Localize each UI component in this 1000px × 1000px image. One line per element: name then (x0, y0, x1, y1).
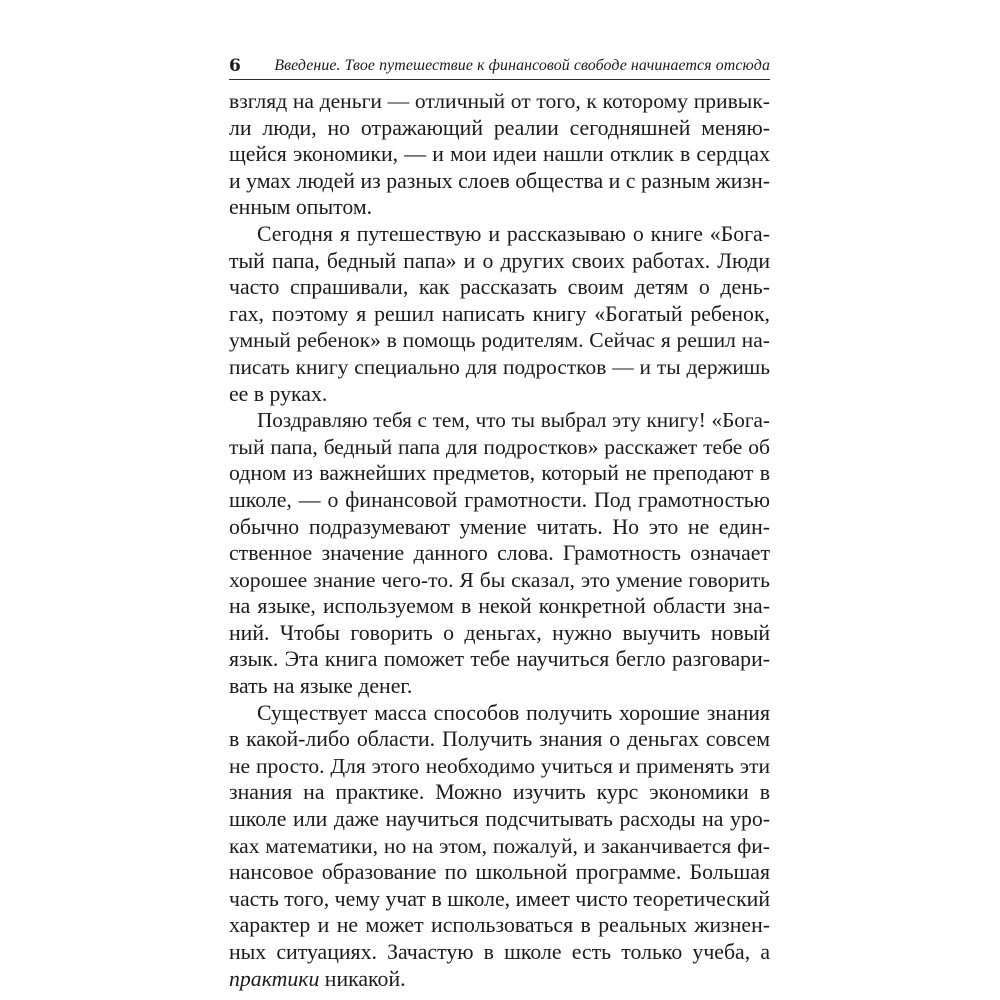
text-line: писать книгу специально для подростков — и ты держишь (229, 354, 770, 379)
text-line: не просто. Для этого необходимо учиться и применять эти (229, 753, 770, 778)
text-line: ках математики, но на этом, пожалуй, и заканчивается фи- (229, 833, 770, 858)
body-text (229, 88, 770, 992)
text-line: нансовое образование по школьной программе. Большая (229, 860, 770, 885)
final-line-rest: никакой. (319, 966, 406, 991)
text-line-final (229, 966, 770, 993)
text-line: ее в руках. (229, 381, 328, 406)
page-number: 6 (229, 56, 241, 76)
text-line: тый папа, бедный папа» и о других своих работах. Люди (229, 248, 770, 273)
text-line: язык. Эта книга поможет тебе научиться бегло разговари- (229, 647, 770, 672)
text-line: взгляд на деньги — отличный от того, к которому привык- (229, 89, 770, 113)
text-line: тый папа, бедный папа для подростков» расскажет тебе об (229, 434, 770, 459)
text-line: ли люди, но отражающий реалии сегодняшней меняю- (229, 115, 770, 140)
text-line: на языке, используемом в некой конкретной области зна- (229, 594, 770, 619)
text-line: вать на языке денег. (229, 674, 413, 699)
text-line: ний. Чтобы говорить о деньгах, нужно выучить новый (229, 620, 770, 645)
text-line: в какой-либо области. Получить знания о деньгах совсем (229, 727, 770, 752)
emphasized-word: практики (229, 966, 320, 991)
paragraph-4 (229, 700, 770, 993)
paragraph-3 (229, 407, 770, 700)
header-rule (229, 79, 770, 80)
text-line: Существует масса способов получить хорошие знания (257, 700, 770, 725)
text-line: характер и не может использоваться в реальных жизнен- (229, 913, 770, 938)
text-line: и умах людей из разных слоев общества и с разным жизн- (229, 168, 770, 193)
text-line: одном из важнейших предметов, который не преподают в (229, 461, 770, 486)
text-line: Поздравляю тебя с тем, что ты выбрал эту книгу! «Бога- (257, 408, 770, 433)
text-line: часто спрашивали, как рассказать своим детям о день- (229, 275, 770, 300)
text-line: умный ребенок» в помощь родителям. Сейчас я решил на- (229, 328, 770, 353)
text-line: знания на практике. Можно изучить курс экономики в (229, 780, 770, 805)
text-line: гах, поэтому я решил написать книгу «Богатый ребенок, (229, 301, 770, 326)
text-line: Сегодня я путешествую и рассказываю о книге «Бога- (257, 221, 770, 246)
text-line: щейся экономики, — и мои идеи нашли отклик в сердцах (229, 142, 770, 167)
text-line: ных ситуациях. Зачастую в школе есть только учеба, а (229, 940, 770, 964)
text-line: ственное значение данного слова. Грамотность означает (229, 541, 770, 566)
paragraph-2 (229, 221, 770, 407)
text-line: часть того, чему учат в школе, имеет чисто теоретический (229, 886, 770, 911)
text-line: енным опытом. (229, 195, 373, 220)
chapter-title: Введение. Твое путешествие к финансовой свободе начинается отсюда (274, 57, 770, 74)
text-line: хорошее знание чего-то. Я бы сказал, это умение говорить (229, 567, 770, 592)
paragraph-1 (229, 88, 770, 221)
text-line: обычно подразумевают умение читать. Но это не един- (229, 514, 770, 539)
text-line: школе, — о финансовой грамотности. Под грамотностью (229, 487, 770, 512)
running-header (229, 55, 770, 77)
text-line: школе или даже научиться подсчитывать расходы на уро- (229, 807, 770, 832)
